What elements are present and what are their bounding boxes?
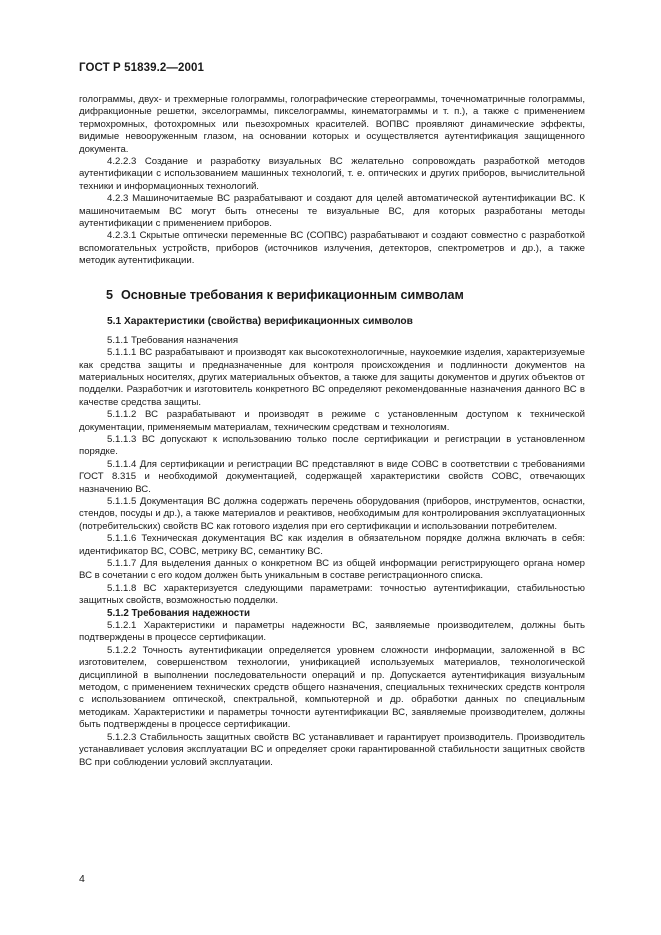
- paragraph-5-1-1-4: 5.1.1.4 Для сертификации и регистрации ВС представляют в виде СОВС в соответствии с требованиями ГОСТ 8.315 и необходимой документацией, содержащей характеристики свойств СОВС, отвечающих назначению ВС.: [79, 458, 585, 495]
- paragraph-continuation: голограммы, двух- и трехмерные голограммы, голографические стереограммы, точечноматричные голограммы, дифракционные решетки, экселограммы, пикселограммы, кинематограммы и т. п.), а также с применением термохромных, фотохромных или пьезохромных красителей. ВОПВС проявляют динамические эффекты, видимые невооруженным глазом, на основании которых и осуществляется аутентификация защищенного документа.: [79, 94, 585, 155]
- section-number: 5: [106, 287, 114, 302]
- paragraph-5-1-1-8: 5.1.1.8 ВС характеризуется следующими параметрами: точностью аутентификации, стабильностью защитных свойств, возможностью подделки.: [79, 582, 585, 607]
- page-number: 4: [79, 873, 85, 885]
- paragraph-5-1-1-7: 5.1.1.7 Для выделения данных о конкретном ВС из общей информации регистрирующего органа номер ВС в сочетании с его кодом должен быть уникальным в составе регистрационного списка.: [79, 558, 585, 582]
- paragraph-5-1-1-6: 5.1.1.6 Техническая документация ВС как изделия в обязательном порядке должна включать в себя: идентификатор ВС, СОВС, метрику ВС, семантику ВС.: [79, 533, 585, 557]
- document-body: [79, 94, 585, 769]
- paragraph-4-2-3: 4.2.3 Машиночитаемые ВС разрабатывают и создают для целей автоматической аутентификации ВС. К машиночитаемым ВС могут быть отнесены те визуальные ВС, для которых разработаны методы аутентификации с применением приборов.: [79, 193, 585, 230]
- section-title: Основные требования к верификационным символам: [121, 287, 464, 302]
- paragraph-5-1-1-5: 5.1.1.5 Документация ВС должна содержать перечень оборудования (приборов, инструментов, оснастки, стендов, посуды и др.), а также материалов и реактивов, необходимым для контролирования эксплуатационных (потребительских) свойств ВС как готового изделия при его сертификации и использовании потребителем.: [79, 495, 585, 532]
- clause-5-1-2-heading: 5.1.2 Требования надежности: [107, 607, 251, 619]
- paragraph-5-1-1-3: 5.1.1.3 ВС допускают к использованию только после сертификации и регистрации в установленном порядке.: [79, 433, 585, 458]
- paragraph-5-1-1-1: 5.1.1.1 ВС разрабатывают и производят как высокотехнологичные, наукоемкие изделия, характеризуемые как средства защиты и предназначенные для контроля происхождения и подлинности документов на материальных носителях, других материальных объектов, а также для защиты документов и других объектов от подделки. Разработчик и изготовитель конкретного ВС определяют рекомендованные назначения данного ВС в качестве средства защиты.: [79, 347, 585, 408]
- paragraph-5-1-2-1: 5.1.2.1 Характеристики и параметры надежности ВС, заявляемые производителем, должны быть подтверждены в процессе сертификации.: [79, 620, 585, 644]
- subsection-5-1-heading: 5.1 Характеристики (свойства) верификационных символов: [107, 315, 413, 327]
- paragraph-5-1-2-2: 5.1.2.2 Точность аутентификации определяется уровнем сложности информации, заложенной в ВС изготовителем, совершенством технологии, унификацией используемых материалов, технологической дисциплиной в выполнении последовательности операций и пр. Допускается аутентификация визуальным методом, с применением технических средств общего назначения, специальных технических средств контроля с использованием оптической, спектральной, компьютерной и др. обработки данных по специальным методикам. Характеристики и параметры точности аутентификации ВС, заявляемые производителем, должны быть подтверждены в процессе сертификации.: [79, 644, 585, 731]
- paragraph-4-2-3-1: 4.2.3.1 Скрытые оптически переменные ВС (СОПВС) разрабатывают и создают совместно с разработкой вспомогательных устройств, приборов (источников излучения, детекторов, спектрометров и др.), а также методик аутентификации.: [79, 230, 585, 267]
- clause-5-1-1-heading: 5.1.1 Требования назначения: [107, 334, 239, 346]
- paragraph-5-1-1-2: 5.1.1.2 ВС разрабатывают и производят в режиме с установленным доступом к технической документации, применяемым материалам, техническим средствам и технологиям.: [79, 409, 585, 433]
- paragraph-4-2-2-3: 4.2.2.3 Создание и разработку визуальных ВС желательно сопровождать разработкой методов аутентификации с использованием машинных технологий, т. е. оптических и других приборов, вычислительной техники и информационных технологий.: [79, 156, 585, 192]
- paragraph-5-1-2-3: 5.1.2.3 Стабильность защитных свойств ВС устанавливает и гарантирует производитель. Производитель устанавливает условия эксплуатации ВС и определяет сроки гарантированной стабильности защитных свойств ВС при соблюдении условий эксплуатации.: [79, 731, 585, 768]
- section-5-heading: [106, 288, 585, 303]
- document-header: ГОСТ Р 51839.2—2001: [79, 62, 204, 74]
